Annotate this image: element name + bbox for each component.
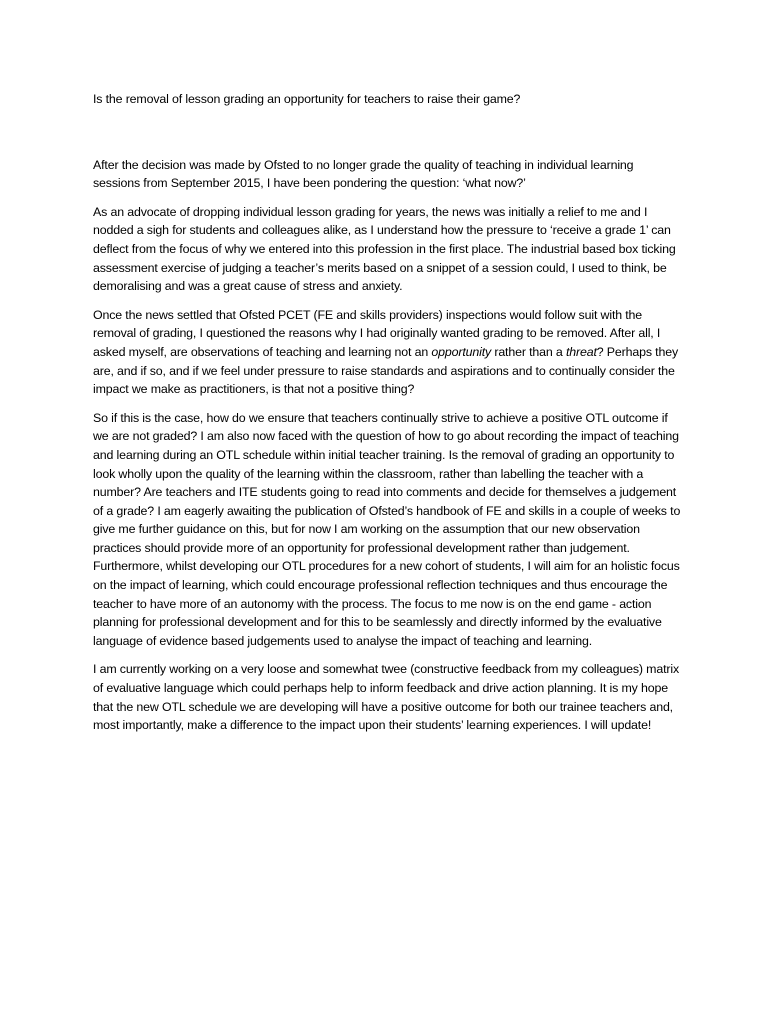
paragraph-3 [93, 306, 683, 399]
paragraph-3-text-3: ? Perhaps they are, and if so, and if we feel under pressure to raise standards and aspirations and to continually consider the impact we make as practitioners, is that not a positive thing? [93, 344, 678, 397]
paragraph-5: I am currently working on a very loose and somewhat twee (constructive feedback from my colleagues) matrix of evaluative language which could perhaps help to inform feedback and drive action planning. It is my hope that the new OTL schedule we are developing will have a positive outcome for both our trainee teachers and, most importantly, make a difference to the impact upon their students’ learning experiences. I will update! [93, 662, 679, 733]
paragraph-4: So if this is the case, how do we ensure that teachers continually strive to achieve a positive OTL outcome if we are not graded? I am also now faced with the question of how to go about recording the impact of teaching and learning during an OTL schedule within initial teacher training. Is the removal of grading an opportunity to look wholly upon the quality of the learning within the classroom, rather than labelling the teacher with a number? Are teachers and ITE students going to read into comments and decide for themselves a judgement of a grade? I am eagerly awaiting the publication of Ofsted’s handbook of FE and skills in a couple of weeks to give me further guidance on this, but for now I am working on the assumption that our new observation practices should provide more of an opportunity for professional development rather than judgement. Furthermore, whilst developing our OTL procedures for a new cohort of students, I will aim for an holistic focus on the impact of learning, which could encourage professional reflection techniques and thus encourage the teacher to have more of an autonomy with the process. The focus to me now is on the end game - action planning for professional development and for this to be seamlessly and directly informed by the evaluative language of evidence based judgements used to analyse the impact of teaching and learning. [93, 410, 681, 648]
emphasis-threat: threat [565, 344, 597, 359]
emphasis-opportunity: opportunity [431, 344, 492, 359]
paragraph-1: After the decision was made by Ofsted to no longer grade the quality of teaching in individual learning sessions from September 2015, I have been pondering the question: ‘what now?’ [93, 157, 634, 191]
paragraph-3-text-1: Once the news settled that Ofsted PCET (FE and skills providers) inspections would follow suit with the removal of grading, I questioned the reasons why I had originally wanted grading to be removed. After all, I asked myself, are observations of teaching and learning not an [93, 307, 661, 359]
paragraph-2: As an advocate of dropping individual lesson grading for years, the news was initially a relief to me and I nodded a sigh for students and colleagues alike, as I understand how the pressure to ‘receive a grade 1’ can deflect from the focus of why we entered into this profession in the first place. The industrial based box ticking assessment exercise of judging a teacher’s merits based on a snippet of a session could, I used to think, be demoralising and was a great cause of stress and anxiety. [93, 204, 676, 294]
document-body [93, 90, 683, 745]
paragraph-3-text-2: rather than a [491, 344, 566, 359]
document-title: Is the removal of lesson grading an opportunity for teachers to raise their game? [93, 92, 521, 106]
